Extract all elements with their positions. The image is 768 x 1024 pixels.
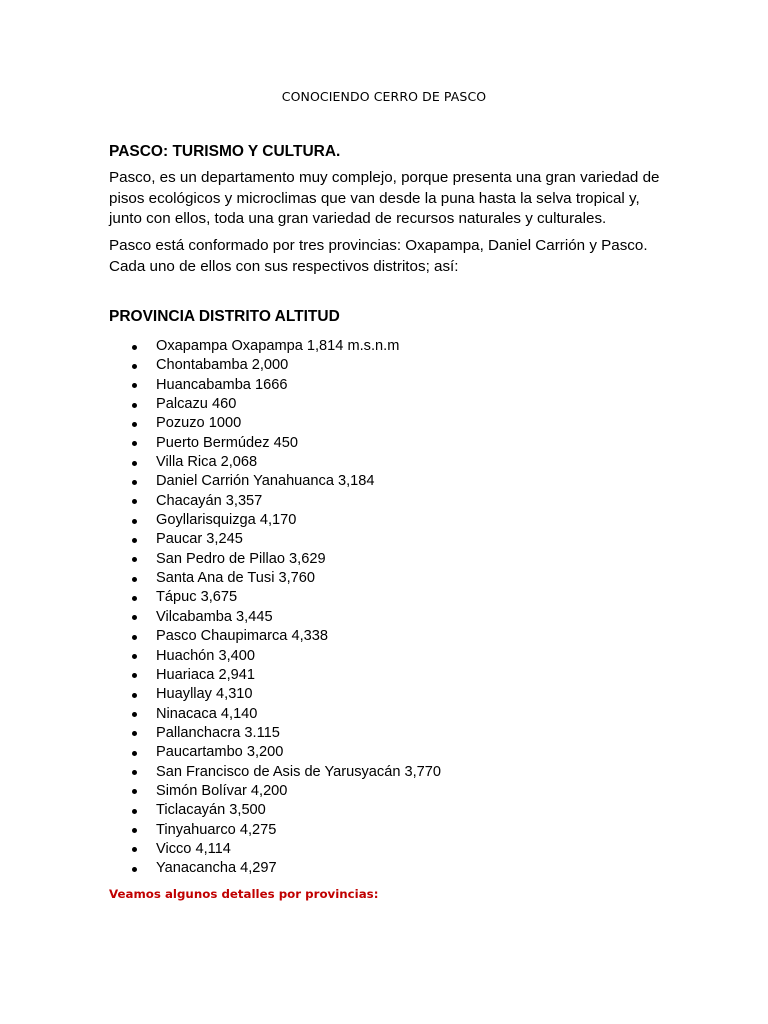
list-item xyxy=(130,743,441,762)
bullet-icon xyxy=(132,867,137,872)
bullet-icon xyxy=(132,847,137,852)
bullet-icon xyxy=(132,403,137,408)
list-item xyxy=(130,647,441,666)
bullet-icon xyxy=(132,480,137,485)
list-item xyxy=(130,859,441,878)
list-item-text: Paucar 3,245 xyxy=(156,531,243,548)
list-item xyxy=(130,588,441,607)
bullet-icon xyxy=(132,770,137,775)
list-item-text: San Francisco de Asis de Yarusyacán 3,770 xyxy=(156,763,442,780)
bullet-icon xyxy=(132,693,137,698)
bullet-icon xyxy=(132,731,137,736)
list-item-text: Huariaca 2,941 xyxy=(156,666,255,683)
list-item-text: Chontabamba 2,000 xyxy=(156,357,289,374)
list-item-text: Ninacaca 4,140 xyxy=(156,705,258,722)
list-item xyxy=(130,434,441,453)
section-heading-turismo: PASCO: TURISMO Y CULTURA. xyxy=(109,143,341,160)
list-item-text: Huayllay 4,310 xyxy=(156,686,253,703)
bullet-icon xyxy=(132,828,137,833)
bullet-icon xyxy=(132,789,137,794)
list-item-text: Huachón 3,400 xyxy=(156,647,255,664)
list-item-text: Tinyahuarco 4,275 xyxy=(156,821,277,838)
list-item xyxy=(130,511,441,530)
bullet-icon xyxy=(132,654,137,659)
bullet-icon xyxy=(132,577,137,582)
list-item xyxy=(130,840,441,859)
list-item-text: Vilcabamba 3,445 xyxy=(156,608,273,625)
list-item-text: Pasco Chaupimarca 4,338 xyxy=(156,628,328,645)
list-item xyxy=(130,724,441,743)
list-item xyxy=(130,666,441,685)
list-item-text: Ticlacayán 3,500 xyxy=(156,802,266,819)
list-item xyxy=(130,801,441,820)
bullet-icon xyxy=(132,712,137,717)
list-item xyxy=(130,376,441,395)
provinces-paragraph: Pasco está conformado por tres provincias: Oxapampa, Daniel Carrión y Pasco. Cada uno de ellos con sus respectivos distritos; así: xyxy=(109,237,648,275)
bullet-icon xyxy=(132,383,137,388)
list-item xyxy=(130,472,441,491)
bullet-icon xyxy=(132,557,137,562)
closing-note: Veamos algunos detalles por provincias: xyxy=(109,887,379,901)
list-item xyxy=(130,627,441,646)
bullet-icon xyxy=(132,596,137,601)
bullet-icon xyxy=(132,345,137,350)
list-item-text: Pallanchacra 3.115 xyxy=(156,724,280,741)
list-item xyxy=(130,550,441,569)
section-heading-provincia-distrito: PROVINCIA DISTRITO ALTITUD xyxy=(109,308,340,325)
bullet-icon xyxy=(132,538,137,543)
bullet-icon xyxy=(132,441,137,446)
district-list xyxy=(130,337,441,879)
bullet-icon xyxy=(132,519,137,524)
bullet-icon xyxy=(132,635,137,640)
list-item xyxy=(130,608,441,627)
list-item-text: Goyllarisquizga 4,170 xyxy=(156,512,297,529)
list-item xyxy=(130,685,441,704)
list-item xyxy=(130,530,441,549)
list-item xyxy=(130,492,441,511)
bullet-icon xyxy=(132,461,137,466)
list-item-text: Santa Ana de Tusi 3,760 xyxy=(156,570,316,587)
list-item-text: Pozuzo 1000 xyxy=(156,415,242,432)
list-item-text: Vicco 4,114 xyxy=(156,840,231,857)
list-item xyxy=(130,414,441,433)
list-item-text: Oxapampa Oxapampa 1,814 m.s.n.m xyxy=(156,338,400,354)
bullet-icon xyxy=(132,751,137,756)
bullet-icon xyxy=(132,615,137,620)
bullet-icon xyxy=(132,364,137,369)
list-item xyxy=(130,356,441,375)
list-item-text: Tápuc 3,675 xyxy=(156,589,238,606)
list-item xyxy=(130,569,441,588)
list-item-text: Puerto Bermúdez 450 xyxy=(156,434,298,451)
list-item-text: Yanacancha 4,297 xyxy=(156,860,277,877)
bullet-icon xyxy=(132,673,137,678)
list-item xyxy=(130,705,441,724)
bullet-icon xyxy=(132,499,137,504)
list-item-text: Chacayán 3,357 xyxy=(156,492,263,509)
list-item xyxy=(130,453,441,472)
list-item xyxy=(130,395,441,414)
list-item-text: Paucartambo 3,200 xyxy=(156,744,284,761)
list-item xyxy=(130,337,441,356)
intro-paragraph: Pasco, es un departamento muy complejo, porque presenta una gran variedad de pisos ecológicos y microclimas que van desde la puna hasta la selva tropical y, junto con ellos, toda una gran variedad de recursos naturales y culturales. xyxy=(109,169,660,227)
bullet-icon xyxy=(132,809,137,814)
list-item-text: Daniel Carrión Yanahuanca 3,184 xyxy=(156,473,375,490)
list-item-text: Huancabamba 1666 xyxy=(156,376,288,393)
list-item xyxy=(130,782,441,801)
document-title: CONOCIENDO CERRO DE PASCO xyxy=(281,89,487,104)
list-item-text: Simón Bolívar 4,200 xyxy=(156,782,288,799)
list-item xyxy=(130,821,441,840)
list-item-text: Villa Rica 2,068 xyxy=(156,454,258,471)
bullet-icon xyxy=(132,422,137,427)
list-item-text: San Pedro de Pillao 3,629 xyxy=(156,550,326,567)
list-item-text: Palcazu 460 xyxy=(156,396,237,413)
list-item xyxy=(130,763,441,782)
